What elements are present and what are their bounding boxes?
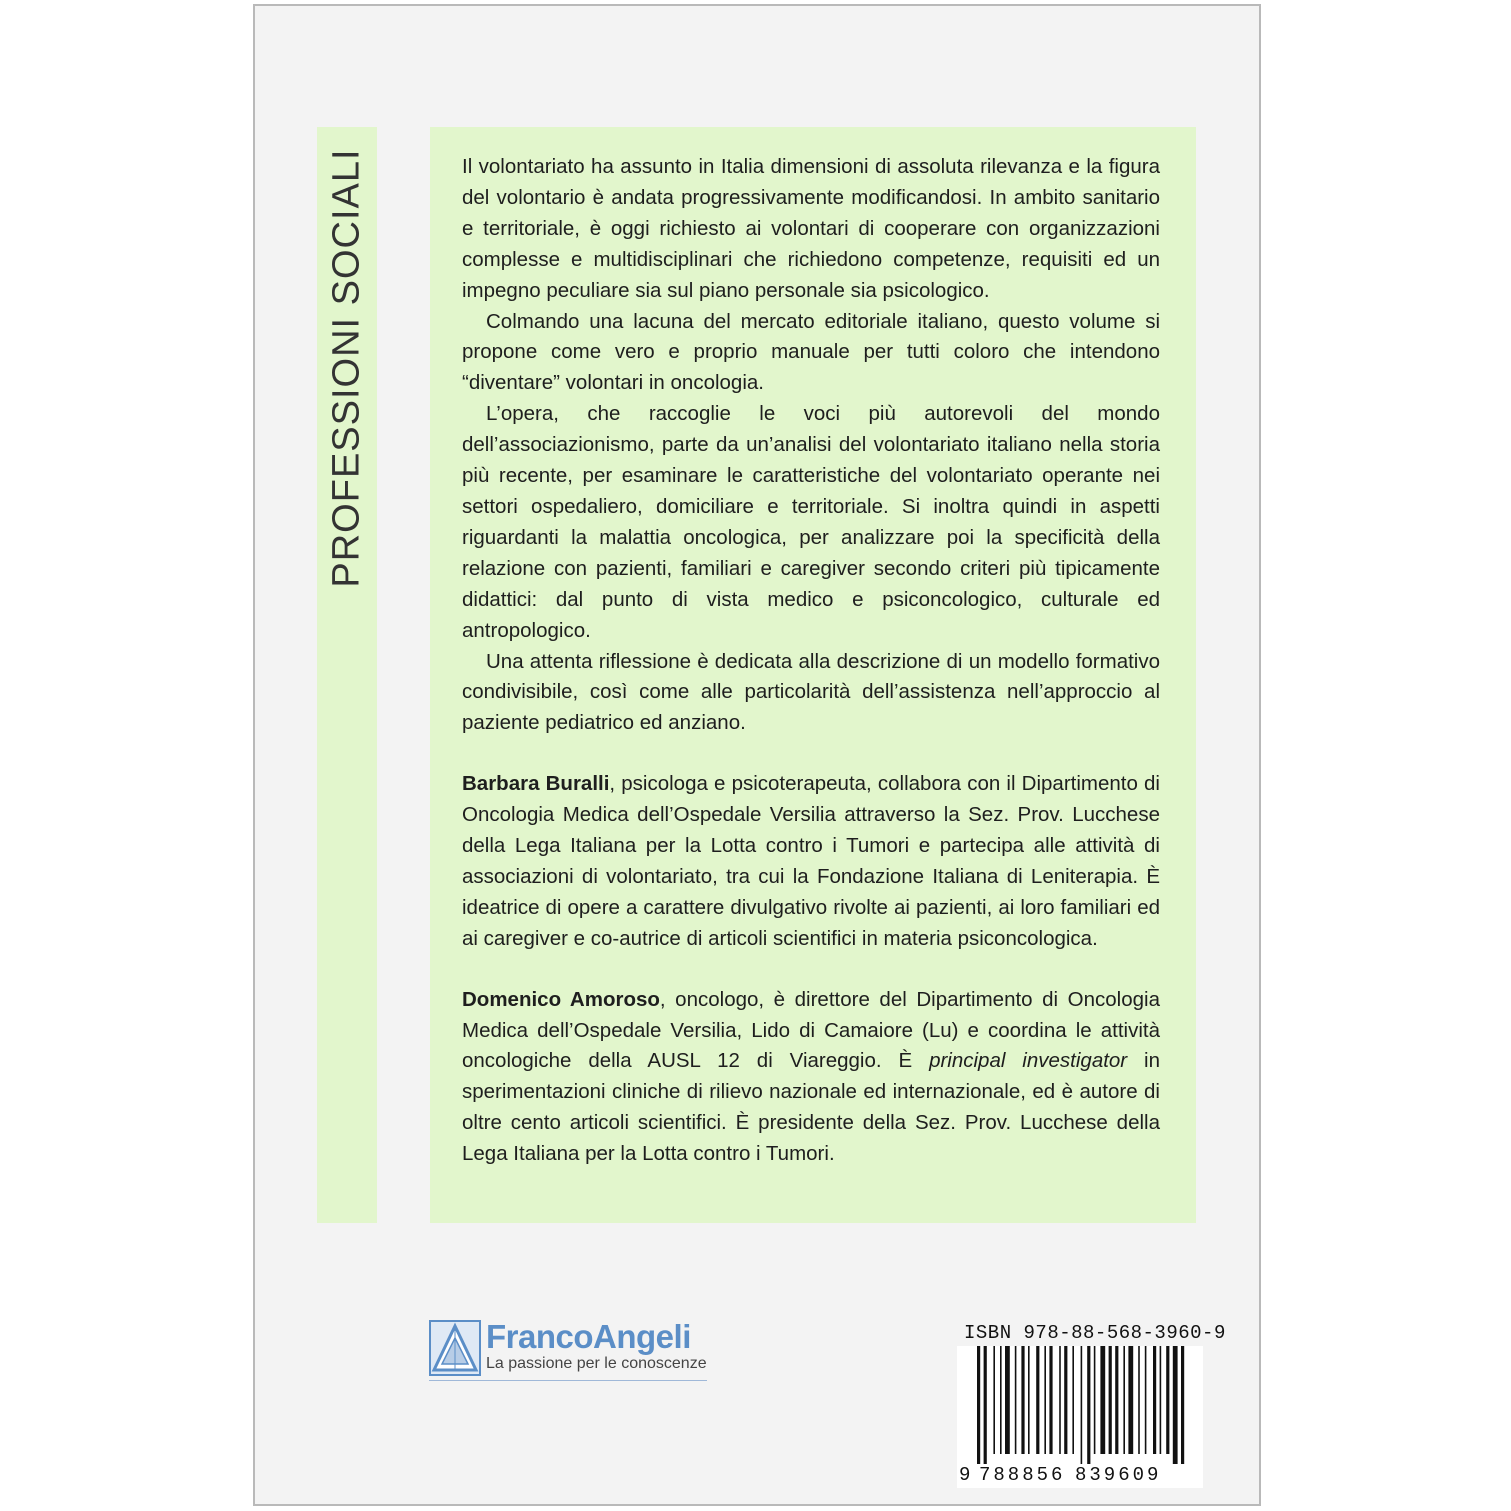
barcode-bar	[1145, 1346, 1147, 1454]
barcode-bar	[1109, 1346, 1112, 1454]
barcode-bar	[1094, 1346, 1096, 1454]
barcode-bar	[1005, 1346, 1010, 1454]
author-name-1: Barbara Buralli	[462, 772, 610, 796]
isbn-label: ISBN 978-88-568-3960-9	[964, 1322, 1226, 1344]
barcode-bar	[1153, 1346, 1156, 1454]
barcode-bar	[1015, 1346, 1017, 1454]
series-title-text: PROFESSIONI SOCIALI	[325, 148, 368, 588]
author-bio-2	[462, 985, 1160, 1170]
barcode-bar	[993, 1346, 995, 1454]
barcode-bar	[977, 1346, 980, 1464]
barcode-bar	[1138, 1346, 1140, 1454]
author-name-2: Domenico Amoroso	[462, 987, 660, 1011]
barcode-bar	[1173, 1346, 1178, 1464]
barcode-bar	[1123, 1346, 1125, 1454]
blurb-paragraph-2: Colmando una lacuna del mercato editoriale italiano, questo volume si propone come vero e proprio manuale per tutti coloro che intendono “diventare” volontari in oncologia.	[462, 309, 1160, 395]
barcode-bar	[1064, 1346, 1067, 1454]
barcode-bar	[1115, 1346, 1118, 1454]
publisher-tagline: La passione per le conoscenze	[486, 1355, 707, 1372]
publisher-logo	[429, 1320, 709, 1384]
author-bio-italic: principal investigator	[929, 1049, 1128, 1073]
barcode-bar	[984, 1346, 987, 1464]
barcode-bar	[1028, 1346, 1030, 1454]
author-bio-text-2a: , oncologo, è direttore del Dipartimento di Oncologia Medica dell’Ospedale Versilia, Lido di Camaiore (Lu) e coordina le attività oncologiche della AUSL 12 di Viareggio. È	[462, 987, 1160, 1073]
logo-underline	[429, 1380, 707, 1381]
barcode-digits-left: 788856	[979, 1464, 1066, 1486]
barcode-bars	[957, 1346, 1203, 1466]
blurb-paragraph-3: L’opera, che raccoglie le voci più autorevoli del mondo dell’associazionismo, parte da un’analisi del volontariato italiano nella storia più recente, per esaminare le caratteristiche del volontariato operante nei settori ospedaliero, domiciliare e territoriale. Si inoltra quindi in aspetti riguardanti la malattia oncologica, per analizzare poi la specificità della relazione con pazienti, familiari e caregiver secondo criteri più tipicamente didattici: dal punto di vista medico e psiconcologico, culturale ed antropologico.	[462, 402, 1160, 642]
blurb-paragraph-1: Il volontariato ha assunto in Italia dimensioni di assoluta rilevanza e la figura del volontario è andata progressivamente modificandosi. In ambito sanitario e territoriale, è oggi richiesto ai volontari di cooperare con organizzazioni complesse e multidisciplinari che richiedono competenze, requisiti ed un impegno peculiare sia sul piano personale sia psicologico.	[462, 155, 1160, 302]
blurb-text	[462, 152, 1160, 1170]
barcode-bar	[1160, 1346, 1162, 1454]
barcode-bar	[1000, 1346, 1002, 1454]
barcode-bar	[1059, 1346, 1061, 1454]
francoangeli-triangle-logo-icon	[429, 1320, 481, 1376]
barcode-bar	[1049, 1346, 1052, 1454]
blurb-paragraph-4: Una attenta riflessione è dedicata alla descrizione di un modello formativo condivisibile, così come alle particolarità dell’assistenza nell’approccio al paziente pediatrico ed anziano.	[462, 649, 1160, 735]
barcode-bar	[1036, 1346, 1039, 1454]
barcode-bar	[1081, 1346, 1083, 1464]
barcode-bar	[1166, 1346, 1169, 1454]
barcode-bar	[1087, 1346, 1090, 1464]
author-bio-text-1: , psicologa e psicoterapeuta, collabora con il Dipartimento di Oncologia Medica dell’Ospedale Versilia attraverso la Sez. Prov. Lucchese della Lega Italiana per la Lotta contro i Tumori e partecipa alle attività di associazioni di volontariato, tra cui la Fondazione Italiana di Leniterapia. È ideatrice di opere a carattere divulgativo rivolte ai pazienti, ai loro familiari ed ai caregiver e co-autrice di articoli scientifici in materia psiconcologica.	[462, 772, 1160, 950]
barcode-bar	[1021, 1346, 1024, 1454]
barcode-bar	[1181, 1346, 1184, 1464]
author-bio-text-2b: in sperimentazioni cliniche di rilievo nazionale ed internazionale, ed è autore di oltre cento articoli scientifici. È presidente della Sez. Prov. Lucchese della Lega Italiana per la Lotta contro i Tumori.	[462, 1049, 1160, 1166]
author-bio-1	[462, 769, 1160, 954]
barcode-bar	[1072, 1346, 1074, 1454]
publisher-name: FrancoAngeli	[486, 1318, 691, 1355]
barcode-bar	[1128, 1346, 1133, 1454]
ean13-barcode-icon	[957, 1346, 1203, 1488]
barcode-bar	[1100, 1346, 1105, 1454]
barcode-digits-right: 839609	[1075, 1464, 1162, 1486]
barcode-lead-digit: 9	[959, 1464, 971, 1486]
barcode-bar	[1044, 1346, 1046, 1454]
